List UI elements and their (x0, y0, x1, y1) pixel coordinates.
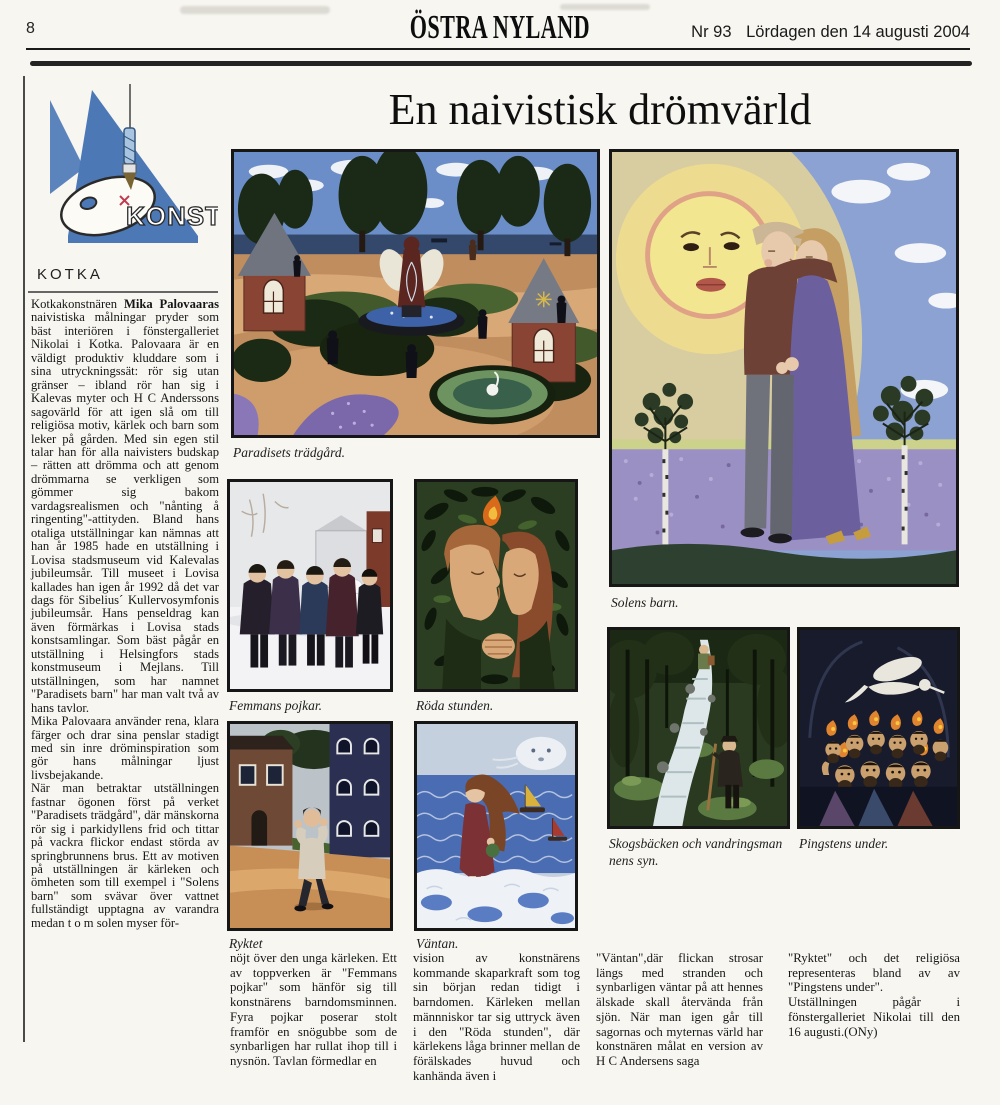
article-paragraph: "Väntan",där flickan strosar längs med stranden och synbarligen väntar på att hennes älskade skall återvända från sjön. När man igen går till sagornas och myternas värld har konstnären målat en version av H C Andersens saga (596, 951, 763, 1068)
painting-ryktet (230, 724, 390, 928)
article-column-1 (230, 951, 397, 1069)
figure-caption-roda-stunden: Röda stunden. (416, 698, 494, 713)
section-kicker: KOTKA (37, 266, 103, 283)
figure-roda-stunden (414, 479, 578, 692)
column-rule (23, 76, 25, 1042)
caption-line: nens syn. (609, 852, 659, 868)
figure-femmans-pojkar (227, 479, 393, 692)
article-headline: En naivistisk drömvärld (388, 85, 812, 134)
figure-solens-barn (609, 149, 959, 587)
issue-number: Nr 93 (691, 23, 732, 41)
figure-caption-femmans-pojkar: Femmans pojkar. (229, 698, 322, 713)
painting-roda-stunden (417, 482, 575, 689)
figure-pingstens-under (797, 627, 960, 829)
article-paragraph: nöjt över den unga kärleken. Ett av toppverken är "Femmans pojkar" som hänför sig till konstnärens barndomsminnen. Fyra pojkar poserar stolt framför en snögubbe som de synbarligen har rullat ihop till i nysnön. Tavlan förmedlar en (230, 951, 397, 1068)
article-column-4 (788, 951, 960, 1039)
caption-line: Skogsbäcken och vandringsman (609, 836, 783, 851)
painting-femmans-pojkar (230, 482, 390, 689)
newspaper-masthead: ÖSTRA NYLAND (409, 8, 591, 46)
konst-logo-graphic (34, 84, 218, 262)
figure-caption-paradisets: Paradisets trädgård. (233, 445, 346, 460)
figure-caption-pingstens-under: Pingstens under. (799, 836, 889, 851)
painting-paradisets-tradgard (234, 152, 597, 435)
article-paragraph: När man betraktar utställningen fastnar ögonen först på verket "Paradisets trädgård", där mänskorna rör sig i parkidyllens frid och tittar på vackra flickor endast störda av springbrunnens brus. Ett av motiven på utställningen är kärleken och ömheten som till exempel i "Solens barn" som svävar över vattnet fullständigt upptagna av varandra medan t o m solen myser för- (31, 781, 219, 930)
figure-paradisets-tradgard (231, 149, 600, 438)
article-paragraph: Mika Palovaara använder rena, klara färger och drar sina penslar stadigt med sin inre dröminspiration som gör hans målningar ljust livsbejakande. (31, 714, 219, 782)
painting-solens-barn (612, 152, 956, 584)
figure-caption-skogsbacken (609, 836, 795, 869)
figure-vantan (414, 721, 578, 931)
article-left-column (31, 298, 219, 930)
kicker-rule (28, 291, 218, 293)
article-paragraph: Utställningen pågår i fönstergalleriet Nikolai till den 16 augusti.(ONy) (788, 995, 960, 1039)
issue-line (691, 23, 970, 42)
article-paragraph: Kotkakonstnären Mika Palovaaras naivistiska målningar pryder som bäst interiören i fönstergalleriet Nikolai i Kotka. Palovaara är en väldigt produktiv kluddare som i sina utryckningssät: rör sig utan gränser – ibland rör han sig i Kalevas myter och H C Anderssons sagovärld för att igen slå om till religiösa motiv, kärlek och barn som leker på gården. Med sin egen stil talar han för alla naivisters budskap – rätten att drömma och att genom drömmarna se verkligen som gömmer sig bakom vardagsrealismen och "nånting å ringenting"-attityden. Bland hans otaliga utställningar kan nämnas att han år 1985 hade en utställning i Lovisa stadsmuseum vid Kalevalas jubileumsår. Till museet i Lovisa kallades han igen år 1992 då det var dags för Sibelius´ Kullervosymfonis jubileumsår. Hans penseldrag kan även förmärkas i Lovisa stads konstsamlingar. Som bäst pågår en utställning i Helsingfors stads konstmuseum i Mejlans. Till utställningen, som har namnet "Paradisets barn" har man valt två av hans tavlor. (31, 297, 219, 715)
header-rule (26, 48, 970, 50)
top-divider-rule (30, 61, 972, 66)
article-paragraph: "Ryktet" och det religiösa representeras bland av av "Pingstens under". (788, 951, 960, 995)
page-number: 8 (26, 20, 35, 37)
article-column-3 (596, 951, 763, 1069)
article-paragraph: vision av konstnärens kommande skaparkraft som tog sin början redan tidigt i barndomen. Kärleken mellan männniskor tar sig uttryck även i den "Röda stunden", där kärlekens låga brinner mellan de förälskades huvud och kanhända även i (413, 951, 580, 1083)
issue-date: Lördagen den 14 augusti 2004 (746, 23, 970, 41)
figure-caption-solens-barn: Solens barn. (611, 595, 679, 610)
konst-section-logo (34, 84, 218, 267)
figure-skogsbacken (607, 627, 790, 829)
figure-ryktet (227, 721, 393, 931)
article-column-2 (413, 951, 580, 1083)
painting-skogsbacken (610, 630, 787, 826)
artist-name-bold: Mika Palovaaras (123, 297, 219, 311)
painting-pingstens-under (800, 630, 957, 826)
figure-caption-ryktet: Ryktet (229, 936, 263, 951)
painting-vantan (417, 724, 575, 928)
konst-logo-text: KONST (126, 201, 218, 231)
figure-caption-vantan: Väntan. (416, 936, 459, 951)
